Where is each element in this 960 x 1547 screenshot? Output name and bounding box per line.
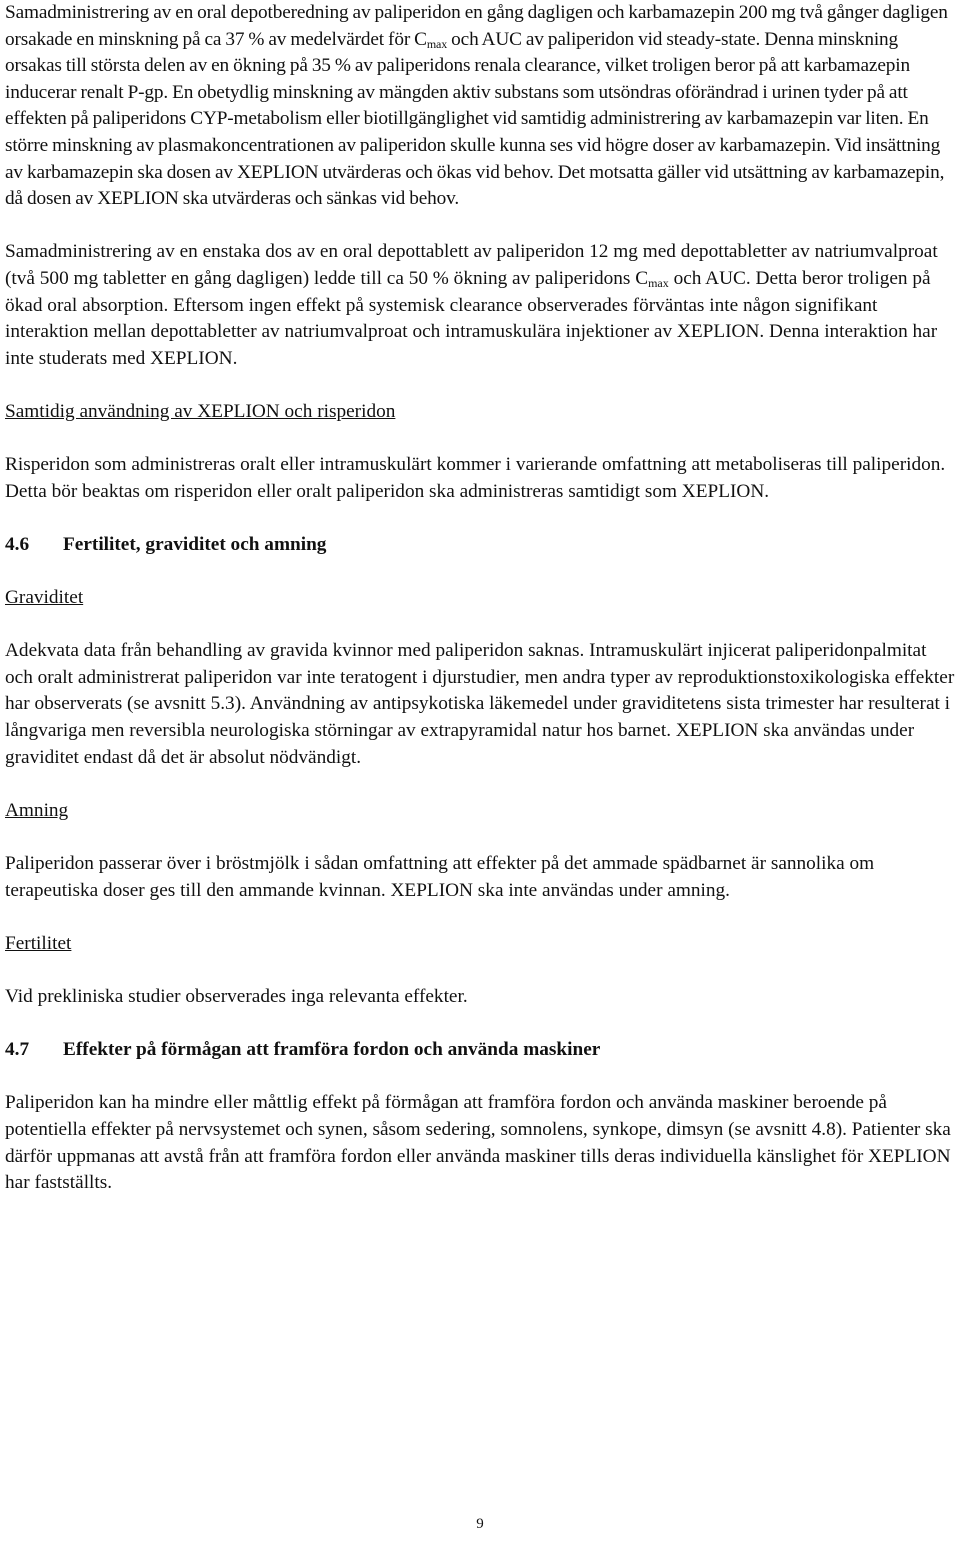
subheading-amning: Amning: [5, 799, 69, 821]
paragraph-fertilitet: Vid prekliniska studier observerades inga relevanta effekter.: [5, 985, 468, 1007]
section-title: Fertilitet, graviditet och amning: [63, 533, 327, 555]
paragraph-amning: Paliperidon passerar över i bröstmjölk i sådan omfattning att effekter på det ammade spädbarnet är sannolika om terapeutiska doser ges till den ammande kvinnan. XEPLION ska inte användas under amning.: [5, 853, 875, 901]
section-number: 4.7: [5, 1039, 30, 1061]
section-heading-4-6: [5, 532, 957, 559]
paragraph-karbamazepin: Samadministrering av en oral depotberedning av paliperidon en gång dagligen och karbamazepin 200 mg två gånger dagligen orsakade en minskning på ca 37 % av medelvärdet för $C_{max}$ och AUC av paliperidon vid steady-state. Denna minskning orsakas till största delen av en ökning på 35 % av paliperidons renala clearance, vilket troligen beror på att karbamazepin inducerar renalt P-gp. En obetydlig minskning av mängden aktiv substans som utsöndras oförändrad i urinen tyder på att effekten på paliperidons CYP-metabolism eller biotillgänglighet vid samtidig administrering av karbamazepin var liten. En större minskning av plasmakoncentrationen av paliperidon skulle kunna ses vid högre doser av karbamazepin. Vid insättning av karbamazepin ska dosen av XEPLION utvärderas och ökas vid behov. Det motsatta gäller vid utsättning av karbamazepin, då dosen av XEPLION ska utvärderas och sänkas vid behov.: [5, 2, 948, 210]
subheading-fertilitet: Fertilitet: [5, 932, 72, 954]
paragraph-valproat: Samadministrering av en enstaka dos av en oral depottablett av paliperidon 12 mg med depottabletter av natriumvalproat (två 500 mg tabletter en gång dagligen) ledde till ca 50 % ökning av paliperidons $C_{max}$ och AUC. Detta beror troligen på ökad oral absorption. Eftersom ingen effekt på systemisk clearance observerades förväntas inte någon signifikant interaktion mellan depottabletter av natriumvalproat och intramuskulära injektioner av XEPLION. Denna interaktion har inte studerats med XEPLION.: [5, 241, 938, 369]
subscript-max: max: [426, 36, 448, 51]
subheading-graviditet: Graviditet: [5, 587, 84, 609]
section-heading-4-7: [5, 1037, 957, 1064]
section-number: 4.6: [5, 533, 30, 555]
subheading-risperidon: Samtidig användning av XEPLION och risperidon: [5, 400, 396, 422]
document-page: [5, 0, 957, 1197]
page-number: 9: [476, 1516, 484, 1532]
section-title: Effekter på förmågan att framföra fordon och använda maskiner: [63, 1039, 601, 1061]
paragraph-graviditet: Adekvata data från behandling av gravida kvinnor med paliperidon saknas. Intramuskulärt injicerat paliperidonpalmitat och oralt administrerat paliperidon var inte teratogent i djurstudier, men andra typer av reproduktionstoxikologiska effekter har observerats (se avsnitt 5.3). Användning av antipsykotiska läkemedel under graviditetens sista trimester har resulterat i långvariga men reversibla neurologiska störningar av extrapyramidal natur hos barnet. XEPLION ska användas under graviditet endast då det är absolut nödvändigt.: [5, 640, 955, 768]
paragraph-fordon: Paliperidon kan ha mindre eller måttlig effekt på förmågan att framföra fordon och använda maskiner beroende på potentiella effekter på nervsystemet och synen, såsom sedering, somnolens, synkope, dimsyn (se avsnitt 4.8). Patienter ska därför uppmanas att avstå från att framföra fordon eller använda maskiner tills deras individuella känslighet för XEPLION har fastställts.: [5, 1092, 951, 1194]
subscript-max: max: [648, 275, 669, 290]
paragraph-risperidon: Risperidon som administreras oralt eller intramuskulärt kommer i varierande omfattning att metaboliseras till paliperidon. Detta bör beaktas om risperidon eller oralt paliperidon ska administreras samtidigt som XEPLION.: [5, 454, 946, 502]
